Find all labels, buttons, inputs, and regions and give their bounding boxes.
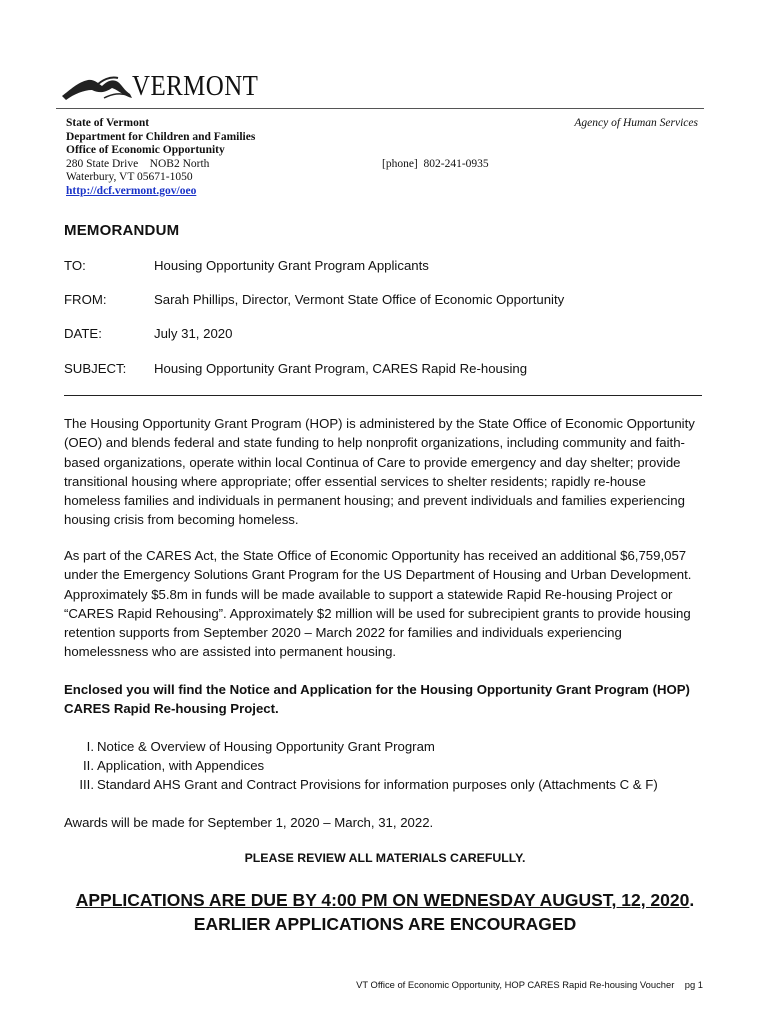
from-label: FROM: bbox=[64, 292, 107, 307]
paragraph-enclosed: Enclosed you will find the Notice and Application for the Housing Opportunity Grant Program (HOP) CARES Rapid Re-housing Project. bbox=[64, 682, 690, 717]
state-name: State of Vermont bbox=[66, 117, 150, 129]
address-line-1: 280 State Drive NOB2 North bbox=[66, 157, 210, 170]
to-label: TO: bbox=[64, 258, 86, 273]
list-item-number: III. bbox=[79, 777, 94, 792]
phone-number: [phone] 802-241-0935 bbox=[382, 158, 489, 170]
oeo-website-link[interactable]: http://dcf.vermont.gov/oeo bbox=[66, 184, 197, 197]
vermont-wordmark: VERMONT bbox=[132, 70, 259, 102]
list-item-text: Application, with Appendices bbox=[97, 758, 265, 773]
memo-title: MEMORANDUM bbox=[64, 222, 180, 239]
to-value: Housing Opportunity Grant Program Applicants bbox=[154, 258, 429, 273]
early-applications-notice: EARLIER APPLICATIONS ARE ENCOURAGED bbox=[193, 914, 577, 934]
subject-value: Housing Opportunity Grant Program, CARES Rapid Re-housing bbox=[154, 361, 528, 376]
agency-address-block bbox=[66, 117, 255, 198]
agency-of-human-services: Agency of Human Services bbox=[574, 117, 698, 129]
due-date-period: . bbox=[689, 890, 695, 910]
due-date-text: APPLICATIONS ARE DUE BY 4:00 PM ON WEDNESDAY AUGUST, 12, 2020 bbox=[75, 890, 690, 910]
list-item-number: II. bbox=[83, 758, 94, 773]
paragraph-awards: Awards will be made for September 1, 2020 – March, 31, 2022. bbox=[64, 815, 434, 830]
subject-label: SUBJECT: bbox=[64, 361, 127, 376]
subject-divider bbox=[64, 395, 702, 396]
list-item-text: Notice & Overview of Housing Opportunity Grant Program bbox=[97, 739, 435, 754]
list-item-number: I. bbox=[86, 739, 94, 754]
review-notice: PLEASE REVIEW ALL MATERIALS CAREFULLY. bbox=[244, 851, 526, 865]
paragraph-cares-act: As part of the CARES Act, the State Office of Economic Opportunity has received an additional $6,759,057 under the Emergency Solutions Grant Program for the US Department of Housing and Urban Development. Approximately $5.8m in funds will be made available to support a statewide Rapid Re-housing Project or “CARES Rapid Rehousing”. Approximately $2 million will be used for subrecipient grants to provide housing retention supports from September 2020 – March 2022 for families and individuals experiencing homelessness who are assisted into permanent housing. bbox=[64, 548, 692, 660]
paragraph-hop-overview: The Housing Opportunity Grant Program (HOP) is administered by the State Office of Economic Opportunity (OEO) and blends federal and state funding to help nonprofit organizations, including community and faith-based organizations, operate within local Continua of Care to provide emergency and day shelter; provide transitional housing where appropriate; offer essential services to shelter residents; rapidly re-house homeless families and individuals in permanent housing; and prevent individuals and families experiencing housing crisis from becoming homeless. bbox=[64, 416, 695, 528]
office-name: Office of Economic Opportunity bbox=[66, 144, 225, 156]
list-item-text: Standard AHS Grant and Contract Provisions for information purposes only (Attachments C & F) bbox=[97, 777, 658, 792]
from-value: Sarah Phillips, Director, Vermont State Office of Economic Opportunity bbox=[154, 292, 565, 307]
date-label: DATE: bbox=[64, 326, 102, 341]
address-line-2: Waterbury, VT 05671-1050 bbox=[66, 171, 193, 183]
department-name: Department for Children and Families bbox=[66, 130, 256, 143]
header-divider bbox=[56, 108, 704, 109]
date-value: July 31, 2020 bbox=[154, 326, 233, 341]
due-date-notice bbox=[0, 890, 770, 911]
page-footer: VT Office of Economic Opportunity, HOP CARES Rapid Re-housing Voucher pg 1 bbox=[356, 979, 703, 990]
